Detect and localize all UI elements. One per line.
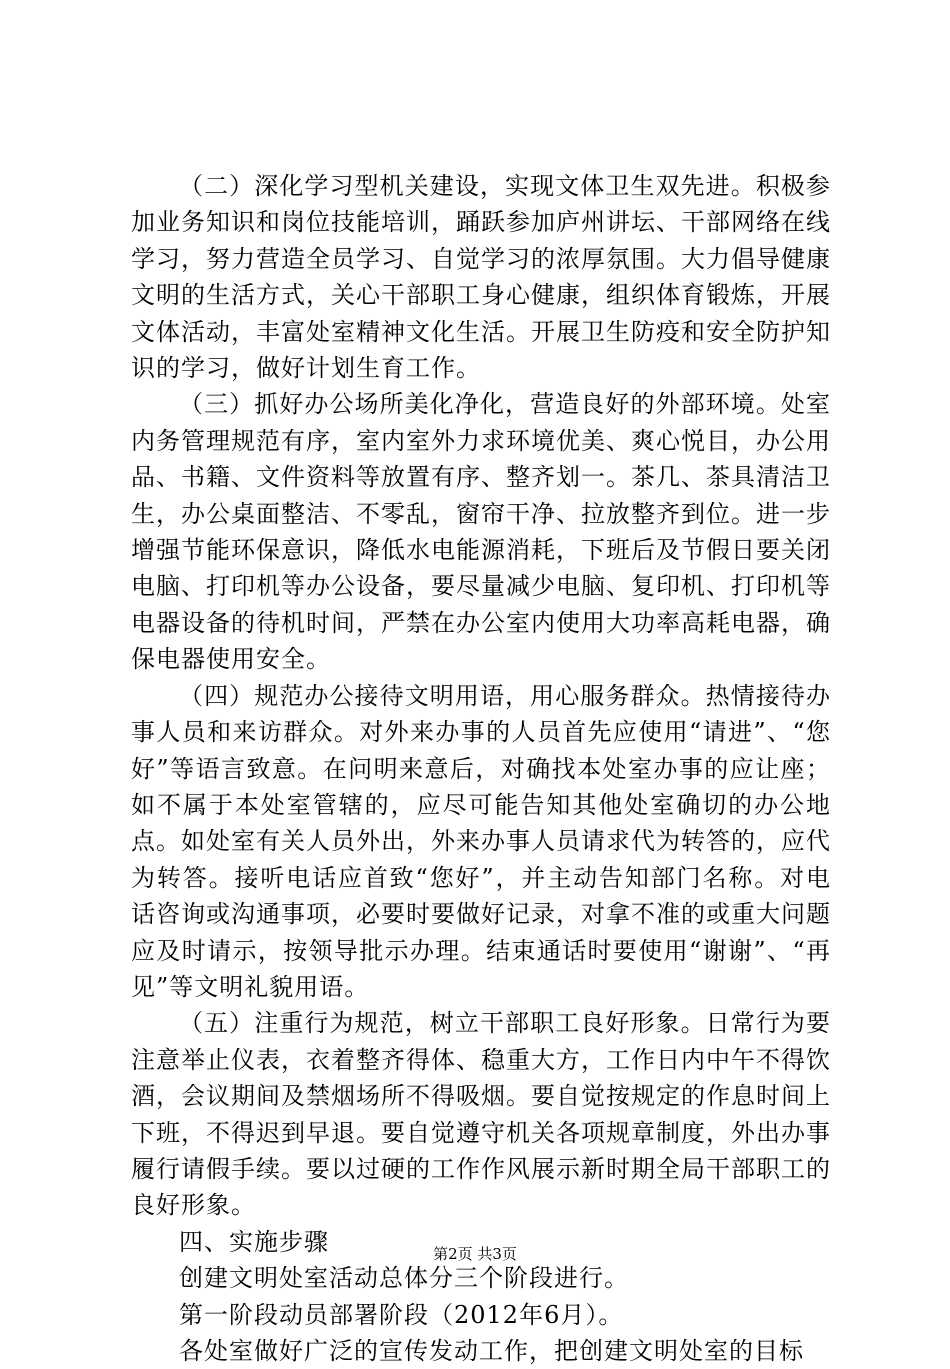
paragraph-section-3: （三）抓好办公场所美化净化，营造良好的外部环境。处室内务管理规范有序，室内室外力求环境优美、爽心悦目，办公用品、书籍、文件资料等放置有序、整齐划一。茶几、茶具清洁卫生，办公桌面整洁、不零乱，窗帘干净、拉放整齐到位。进一步增强节能环保意识，降低水电能源消耗，下班后及节假日要关闭电脑、打印机等办公设备，要尽量减少电脑、复印机、打印机等电器设备的待机时间，严禁在办公室内使用大功率高耗电器，确保电器使用安全。 xyxy=(131,390,831,674)
document-body xyxy=(131,168,831,1369)
paragraph-section-2: （二）深化学习型机关建设，实现文体卫生双先进。积极参加业务知识和岗位技能培训，踊跃参加庐州讲坛、干部网络在线学习，努力营造全员学习、自觉学习的浓厚氛围。大力倡导健康文明的生活方式，关心干部职工身心健康，组织体育锻炼，开展文体活动，丰富处室精神文化生活。开展卫生防疫和安全防护知识的学习，做好计划生育工作。 xyxy=(131,172,831,383)
page-footer xyxy=(0,1244,950,1264)
heading-implementation-steps: 四、实施步骤 xyxy=(179,1227,329,1256)
paragraph-three-stages: 创建文明处室活动总体分三个阶段进行。 xyxy=(179,1264,629,1293)
paragraph-stage-one: 第一阶段动员部署阶段（2012年6月）。 xyxy=(179,1300,624,1329)
paragraph-stage-one-detail: 各处室做好广泛的宣传发动工作，把创建文明处室的目标 xyxy=(179,1337,804,1365)
paragraph-section-5: （五）注重行为规范，树立干部职工良好形象。日常行为要注意举止仪表，衣着整齐得体、稳重大方，工作日内中午不得饮酒，会议期间及禁烟场所不得吸烟。要自觉按规定的作息时间上下班，不得迟到早退。要自觉遵守机关各项规章制度，外出办事履行请假手续。要以过硬的工作作风展示新时期全局干部职工的良好形象。 xyxy=(131,1009,831,1220)
page-number: 第2页 共3页 xyxy=(433,1245,517,1263)
paragraph-section-4: （四）规范办公接待文明用语，用心服务群众。热情接待办事人员和来访群众。对外来办事的人员首先应使用“请进”、“您好”等语言致意。在问明来意后，对确找本处室办事的应让座；如不属于本处室管辖的，应尽可能告知其他处室确切的办公地点。如处室有关人员外出，外来办事人员请求代为转答的，应代为转答。接听电话应首致“您好”，并主动告知部门名称。对电话咨询或沟通事项，必要时要做好记录，对拿不准的或重大问题应及时请示，按领导批示办理。结束通话时要使用“谢谢”、“再见”等文明礼貌用语。 xyxy=(131,681,831,1001)
